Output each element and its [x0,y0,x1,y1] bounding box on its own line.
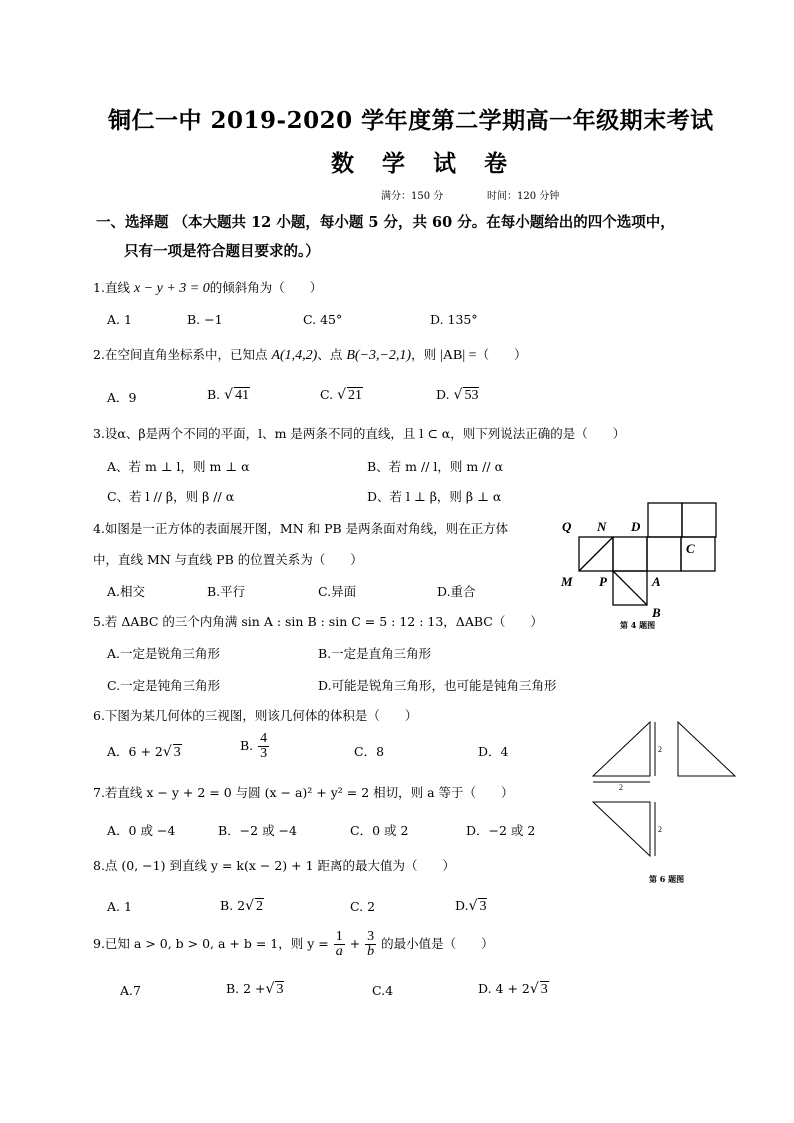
q8-option-b: B. 2√ 2 [220,898,264,914]
q4-option-b: B.平行 [207,584,246,599]
exam-time: 时间：120 分钟 [487,191,560,202]
q1-option-d: D. 135° [430,312,478,327]
dim-front-height: 2 [658,745,662,754]
figure-6-caption: 第 6 题图 [649,874,685,884]
label-M: M [561,574,573,589]
cube-net-figure [552,498,732,633]
exam-subtitle: 数 学 试 卷 [331,150,518,177]
q9-option-b: B. 2 +√ 3 [226,981,284,997]
q8-option-a: A. 1 [107,899,132,914]
q4-option-a: A.相交 [107,584,146,599]
q6-option-d: D．4 [478,744,509,759]
q2-option-d: D. √ 53 [436,387,479,403]
label-Q: Q [562,519,572,534]
question-4-line1: 4.如图是一正方体的表面展开图，MN 和 PB 是两条面对角线，则在正方体 [93,521,509,536]
q7-option-c: C．0 或 2 [350,823,409,838]
label-N: N [597,519,607,534]
q7-option-d: D．−2 或 2 [466,823,536,838]
label-B: B [652,605,661,620]
question-4-line2: 中，直线 MN 与直线 PB 的位置关系为（ ） [93,552,363,567]
q5-option-d: D.可能是锐角三角形，也可能是钝角三角形 [318,678,557,693]
q4-option-c: C.异面 [318,584,357,599]
section-heading-line1: 一、选择题 （本大题共 12 小题，每小题 5 分，共 60 分。在每小题给出的四个选项中， [96,214,675,231]
question-9: 9.已知 a > 0, b > 0, a + b = 1，则 y = $\frac{1}{a}$ + $\frac{3}{b}$ 的最小值是（ ） [93,929,494,959]
q5-option-a: A.一定是锐角三角形 [107,646,221,661]
q2-option-b: B. √ 41 [207,387,250,403]
q8-option-c: C. 2 [350,899,376,914]
section-heading-line2: 只有一项是符合题目要求的。） [124,243,320,260]
q1-option-b: B. −1 [187,312,223,327]
label-D: D [631,519,641,534]
q2-option-a: A．9 [107,390,137,405]
question-2: 2.在空间直角坐标系中，已知点 A(1,4,2)、点 B(−3,−2,1)，则 |AB| =（ ） [93,347,527,363]
full-score: 满分：150 分 [381,191,444,202]
question-5: 5.若 ΔABC 的三个内角满 sin A : sin B : sin C = 5 : 12 : 13，ΔABC（ ） [93,614,543,629]
dim-top-depth: 2 [658,825,662,834]
q5-option-c: C.一定是钝角三角形 [107,678,221,693]
q1-option-c: C. 45° [303,312,343,327]
q7-option-b: B．−2 或 −4 [218,823,297,838]
three-views-figure [585,716,745,888]
q7-option-a: A．0 或 −4 [107,823,176,838]
exam-title: 铜仁一中 2019-2020 学年度第二学期高一年级期末考试 [108,107,714,134]
q3-option-a: A、若 m ⊥ l，则 m ⊥ α [107,459,250,474]
q3-option-d: D、若 l ⊥ β，则 β ⊥ α [367,489,502,504]
question-7: 7.若直线 x − y + 2 = 0 与圆 (x − a)² + y² = 2 相切，则 a 等于（ ） [93,785,514,800]
q6-option-b: B. $\frac{4}{3}$ [240,731,268,761]
label-A: A [652,574,661,589]
q6-option-a: A．6 + 2√ 3 [107,744,181,760]
q9-option-a: A.7 [120,983,141,998]
dim-front-width: 2 [619,783,623,792]
q3-option-c: C、若 l // β，则 β // α [107,489,235,504]
question-1: 1.直线 x − y + 3 = 0的倾斜角为（ ） [93,280,323,296]
q6-option-c: C．8 [354,744,385,759]
label-P: P [599,574,607,589]
q4-option-d: D.重合 [437,584,476,599]
label-C: C [686,541,695,556]
question-8: 8.点 (0, −1) 到直线 y = k(x − 2) + 1 距离的最大值为（ ） [93,858,456,873]
q9-option-d: D. 4 + 2√ 3 [478,981,548,997]
q3-option-b: B、若 m // l，则 m // α [367,459,504,474]
q1-option-a: A. 1 [107,312,132,327]
q9-option-c: C.4 [372,983,394,998]
q2-option-c: C. √ 21 [320,387,362,403]
q5-option-b: B.一定是直角三角形 [318,646,432,661]
figure-4-caption: 第 4 题图 [620,620,656,630]
question-3: 3.设α、β是两个不同的平面，l、m 是两条不同的直线，且 l ⊂ α，则下列说法正确的是（ ） [93,426,626,441]
question-6: 6.下图为某几何体的三视图，则该几何体的体积是（ ） [93,708,418,723]
q8-option-d: D.√ 3 [455,898,487,914]
